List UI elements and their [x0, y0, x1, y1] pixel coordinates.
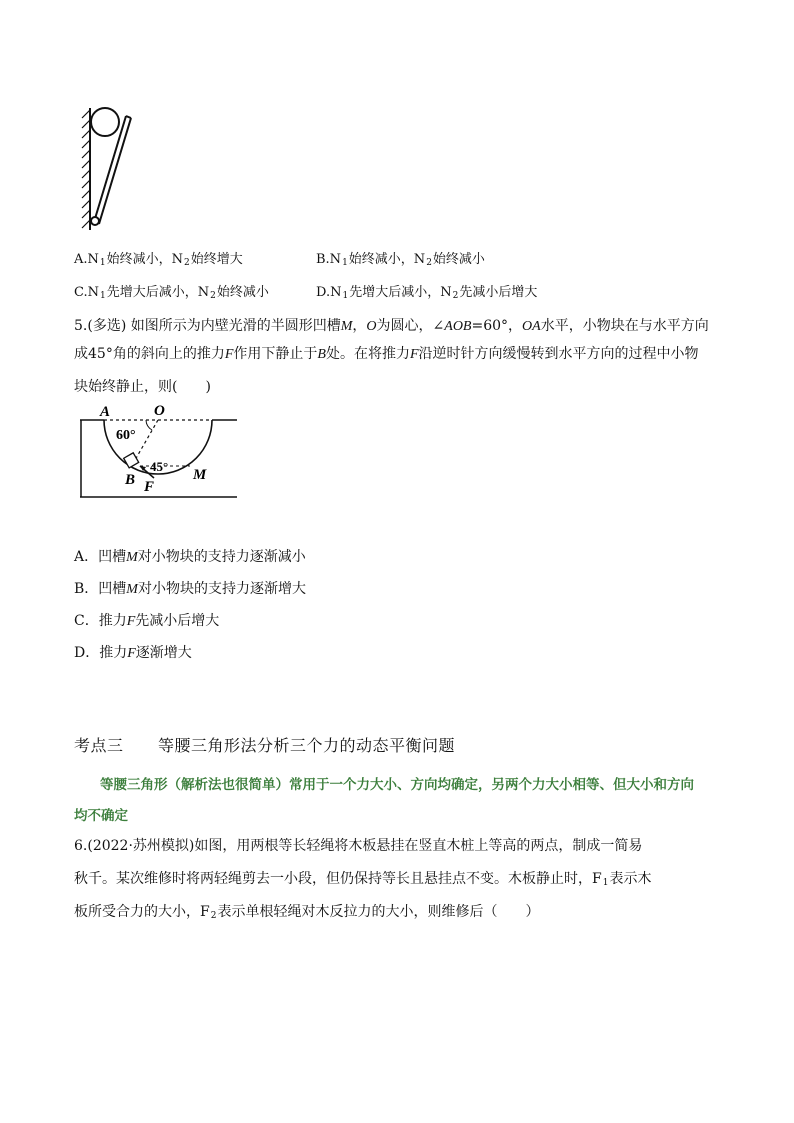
sphere — [91, 108, 119, 136]
method-tip-line2: 均不确定 — [74, 808, 128, 824]
hinge — [91, 217, 99, 225]
q5-stem-line2: 成45°角的斜向上的推力F作用下静止于B处。在将推力F沿逆时针方向缓慢转到水平方向的过程中小物 — [74, 346, 699, 362]
q5-figure — [80, 400, 240, 500]
q4-option-b: $B.N_1$始终减小，$N_2$始终减小 — [316, 252, 485, 268]
q5-option-a: A．凹槽M对小物块的支持力逐渐减小 — [74, 549, 306, 565]
q4-option-c: $C.N_1$先增大后减小，$N_2$始终减小 — [74, 285, 269, 301]
q6-stem-line1: 6.(2022·苏州模拟)如图，用两根等长轻绳将木板悬挂在竖直木桩上等高的两点，制成一简易 — [74, 838, 643, 854]
label-m: M — [193, 467, 207, 483]
label-b: B — [125, 472, 136, 488]
angle-60-arc — [146, 420, 152, 430]
q5-stem-line1: 5.(多选) 如图所示为内壁光滑的半圆形凹槽M，O为圆心，∠AOB=60°，OA水平，小物块在与水平方向 — [74, 318, 709, 334]
q5-stem-line3: 块始终静止，则( ) — [74, 379, 211, 395]
q5-option-b: B．凹槽M对小物块的支持力逐渐增大 — [74, 581, 306, 597]
label-60: 60° — [116, 428, 136, 443]
wall-hatching — [82, 110, 90, 228]
q4-option-d: $D.N_1$先增大后减小，$N_2$先减小后增大 — [316, 285, 538, 301]
label-a: A — [100, 404, 111, 420]
label-f: F — [144, 479, 155, 495]
section-title-label: 考点三 — [74, 736, 124, 755]
method-tip-line1: 等腰三角形（解析法也很简单）常用于一个力大小、方向均确定，另两个力大小相等、但大小和方向 — [100, 777, 694, 793]
section-title: 等腰三角形法分析三个力的动态平衡问题 — [158, 736, 456, 755]
q6-stem-line2: 秋千。某次维修时将两轻绳剪去一小段，但仍保持等长且悬挂点不变。木板静止时，$F_1$表示木 — [74, 871, 652, 888]
label-45: 45° — [150, 459, 169, 474]
q5-option-d: D．推力F逐渐增大 — [74, 645, 192, 661]
block — [124, 453, 139, 468]
q4-option-a: $A.N_1$始终减小，$N_2$始终增大 — [74, 252, 243, 268]
q6-stem-line3: 板所受合力的大小，$F_2$表示单根轻绳对木反拉力的大小，则维修后（ ） — [74, 904, 540, 921]
q5-option-c: C．推力F先减小后增大 — [74, 613, 220, 629]
label-o: O — [154, 403, 165, 419]
q4-figure — [78, 104, 140, 232]
